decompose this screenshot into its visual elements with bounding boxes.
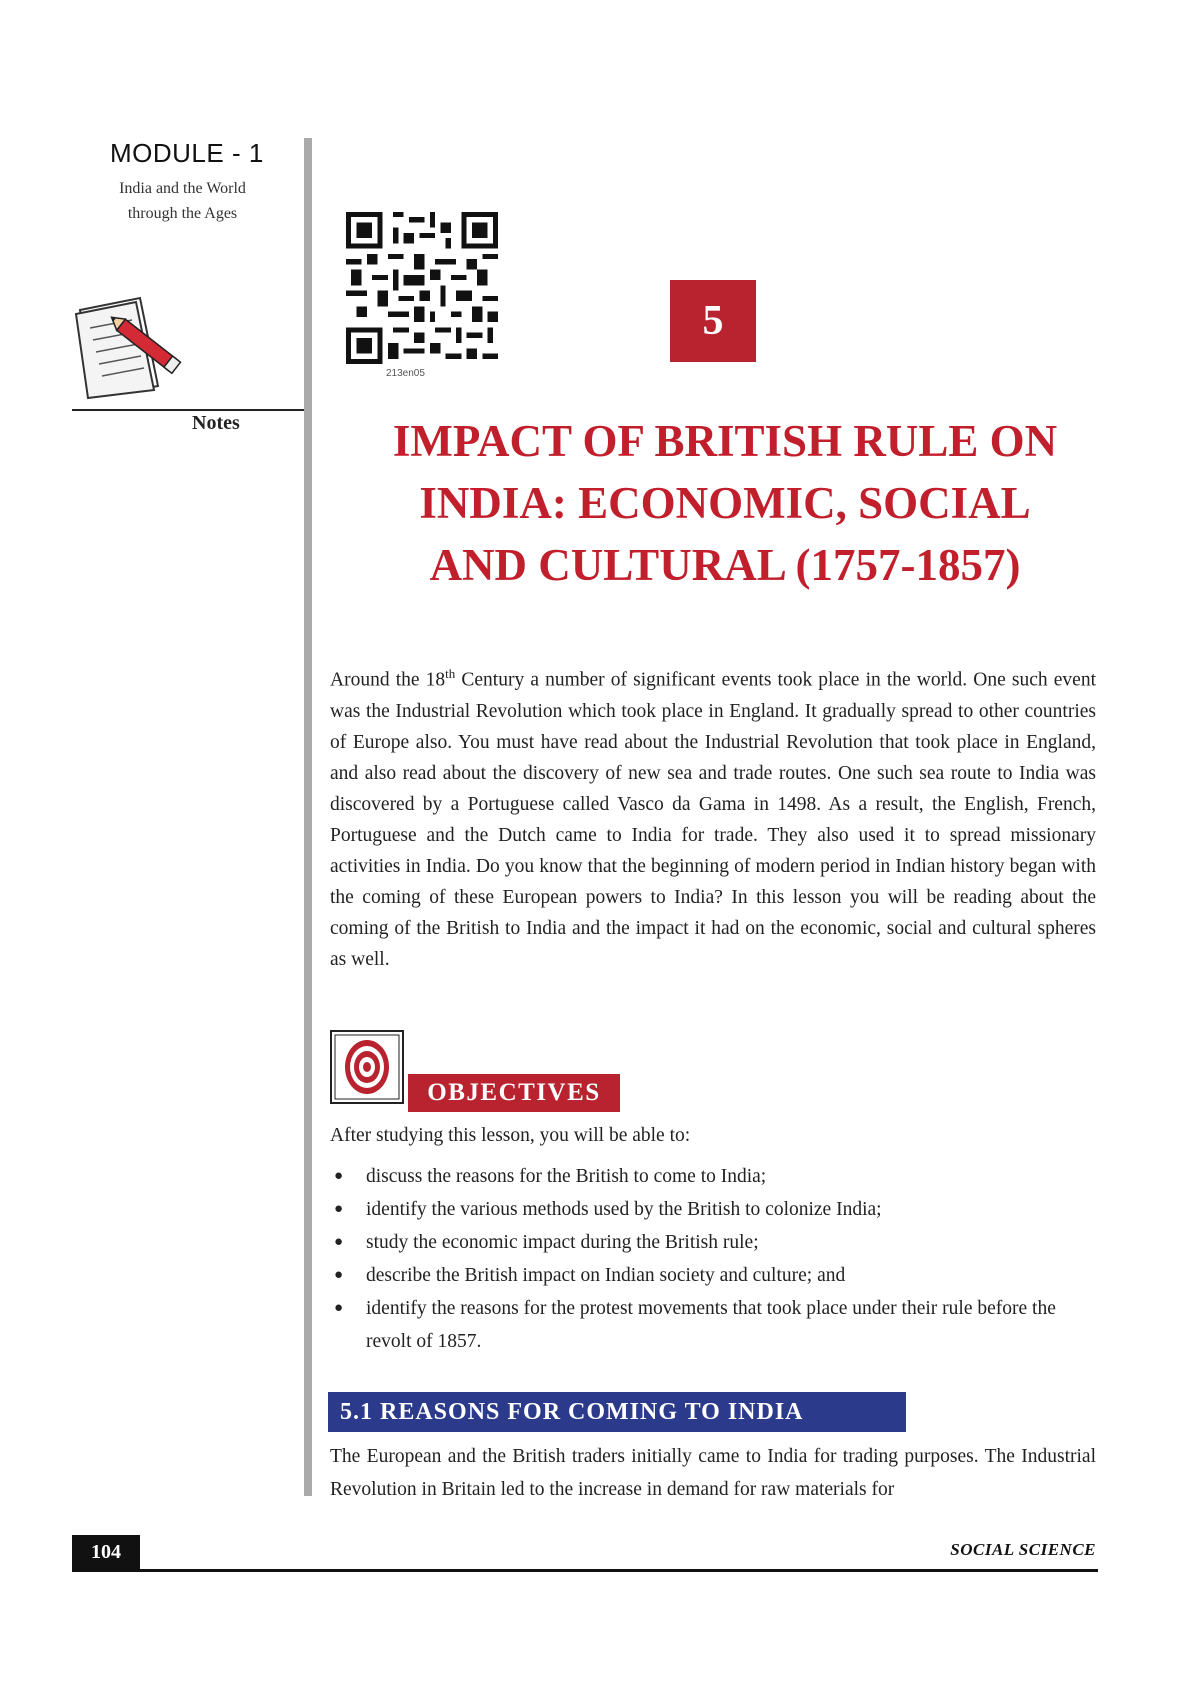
objectives-intro: After studying this lesson, you will be able to: [330,1125,691,1146]
module-subtitle [95,176,270,226]
intro-text-rest: Century a number of significant events took place in the world. One such event was the Industrial Revolution which took place in England. It gradually spread to other countries of Europe also. You must have read about the Industrial Revolution that took place in England, and also read about the discovery of new sea and trade routes. One such sea route to India was discovered by a Portuguese called Vasco da Gama in 1498. As a result, the English, French, Portuguese and the Dutch came to India for trade. They also used it to spread missionary activities in India. Do you know that the beginning of modern period in Indian history began with the coming of these European powers to India? In this lesson you will be reading about the coming of the British to India and the impact it had on the economic, social and cultural spheres as well. [330,669,1096,970]
intro-text-start: Around the 18 [330,669,446,691]
chapter-title [340,410,1110,596]
objective-item: ● discuss the reasons for the British to come to India; [330,1160,1096,1193]
chapter-title-line1: IMPACT OF BRITISH RULE ON [392,416,1058,466]
chapter-title-line3: AND CULTURAL (1757-1857) [429,540,1021,590]
notes-divider [72,409,304,411]
qr-caption: 213en05 [386,368,425,379]
module-subtitle-line1: India and the World [119,180,246,197]
chapter-number: 5 [670,280,756,362]
intro-paragraph [330,658,1096,975]
module-title: MODULE - 1 [110,138,264,168]
target-icon [330,1030,404,1104]
chapter-title-line2: INDIA: ECONOMIC, SOCIAL [419,478,1031,528]
objective-item: ● study the economic impact during the British rule; [330,1226,1096,1259]
intro-superscript: th [445,666,456,681]
qr-code-icon[interactable] [346,212,498,364]
section-heading: 5.1 REASONS FOR COMING TO INDIA [328,1392,906,1432]
objective-item: ● describe the British impact on Indian society and culture; and [330,1259,1096,1292]
notepad-pencil-icon [62,290,192,400]
footer-rule [72,1569,1098,1572]
margin-vertical-bar [304,138,312,1496]
footer-subject-label: SOCIAL SCIENCE [950,1540,1096,1559]
notes-label: Notes [192,412,240,434]
objective-item: ● identify the reasons for the protest movements that took place under their rule before the revolt of 1857. [330,1292,1096,1358]
objectives-list [330,1160,1096,1358]
objective-item: ● identify the various methods used by the British to colonize India; [330,1193,1096,1226]
section-paragraph: The European and the British traders initially came to India for trading purposes. The Industrial Revolution in Britain led to the increase in demand for raw materials for [330,1446,1096,1500]
page-number: 104 [72,1535,140,1569]
module-subtitle-line2: through the Ages [127,205,238,222]
objectives-heading: OBJECTIVES [408,1074,620,1112]
